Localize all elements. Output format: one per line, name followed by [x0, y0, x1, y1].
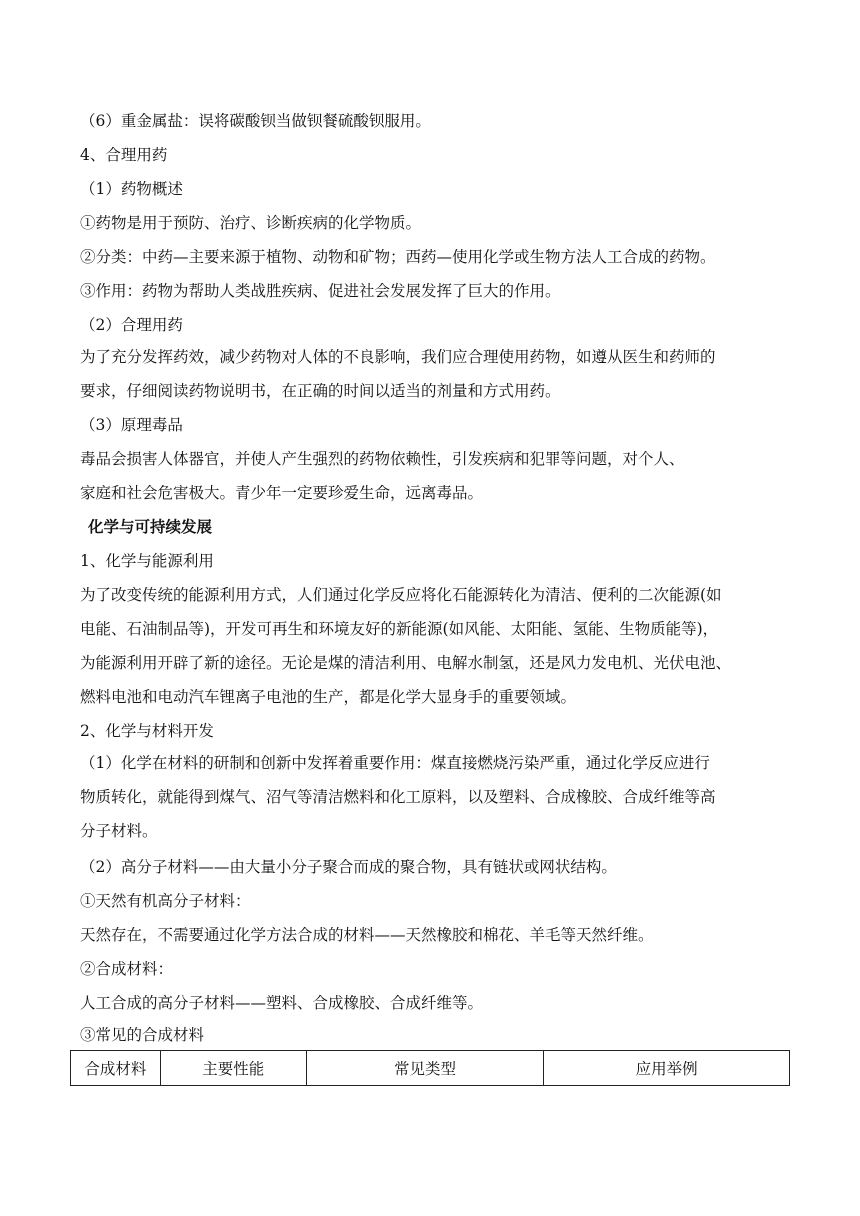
text-line: ③常见的合成材料: [80, 1026, 205, 1044]
text-line: 要求，仔细阅读药物说明书，在正确的时间以适当的剂量和方式用药。: [80, 382, 561, 400]
table-header-cell: 合成材料: [71, 1051, 161, 1086]
text-line: ②合成材料：: [80, 960, 174, 978]
subsection-heading: （2）合理用药: [80, 316, 183, 334]
text-line: ②分类：中药—主要来源于植物、动物和矿物；西药—使用化学或生物方法人工合成的药物。: [80, 248, 716, 266]
text-line: 人工合成的高分子材料——塑料、合成橡胶、合成纤维等。: [80, 994, 484, 1012]
subsection-heading: （3）原理毒品: [80, 416, 183, 434]
text-line: （1）化学在材料的研制和创新中发挥着重要作用：煤直接燃烧污染严重，通过化学反应进行: [80, 754, 710, 772]
text-line: 为了充分发挥药效，减少药物对人体的不良影响，我们应合理使用药物，如遵从医生和药师的: [80, 348, 716, 366]
subsection-heading: （1）药物概述: [80, 180, 183, 198]
text-line: 家庭和社会危害极大。青少年一定要珍爱生命，远离毒品。: [80, 484, 484, 502]
chapter-heading: 化学与可持续发展: [88, 517, 213, 536]
text-line: ③作用：药物为帮助人类战胜疾病、促进社会发展发挥了巨大的作用。: [80, 282, 561, 300]
table-header-cell: 应用举例: [544, 1051, 790, 1086]
text-line: （6）重金属盐：误将碳酸钡当做钡餐硫酸钡服用。: [80, 112, 431, 130]
text-line: 天然存在，不需要通过化学方法合成的材料——天然橡胶和棉花、羊毛等天然纤维。: [80, 926, 654, 944]
synthetic-materials-table: [70, 1050, 790, 1086]
section-heading: 1、化学与能源利用: [80, 552, 214, 570]
text-line: 燃料电池和电动汽车锂离子电池的生产，都是化学大显身手的重要领域。: [80, 688, 577, 706]
table-header-cell: 主要性能: [160, 1051, 306, 1086]
text-line: 电能、石油制品等)，开发可再生和环境友好的新能源(如风能、太阳能、氢能、生物质能等)，: [80, 620, 719, 638]
text-line: 毒品会损害人体器官，并使人产生强烈的药物依赖性，引发疾病和犯罪等问题，对个人、: [80, 450, 685, 468]
text-line: 分子材料。: [80, 822, 158, 840]
text-line: 物质转化，就能得到煤气、沼气等清洁燃料和化工原料，以及塑料、合成橡胶、合成纤维等高: [80, 788, 716, 806]
text-line: 为了改变传统的能源利用方式，人们通过化学反应将化石能源转化为清洁、便利的二次能源(如: [80, 586, 722, 604]
text-line: 为能源利用开辟了新的途径。无论是煤的清洁利用、电解水制氢，还是风力发电机、光伏电池、: [80, 654, 732, 672]
table-header-row: [71, 1051, 790, 1086]
text-line: ①药物是用于预防、治疗、诊断疾病的化学物质。: [80, 214, 422, 232]
text-line: （2）高分子材料——由大量小分子聚合而成的聚合物，具有链状或网状结构。: [80, 858, 617, 876]
section-heading: 2、化学与材料开发: [80, 722, 214, 740]
text-line: ①天然有机高分子材料：: [80, 892, 251, 910]
section-heading: 4、合理用药: [80, 146, 168, 164]
table-header-cell: 常见类型: [306, 1051, 544, 1086]
